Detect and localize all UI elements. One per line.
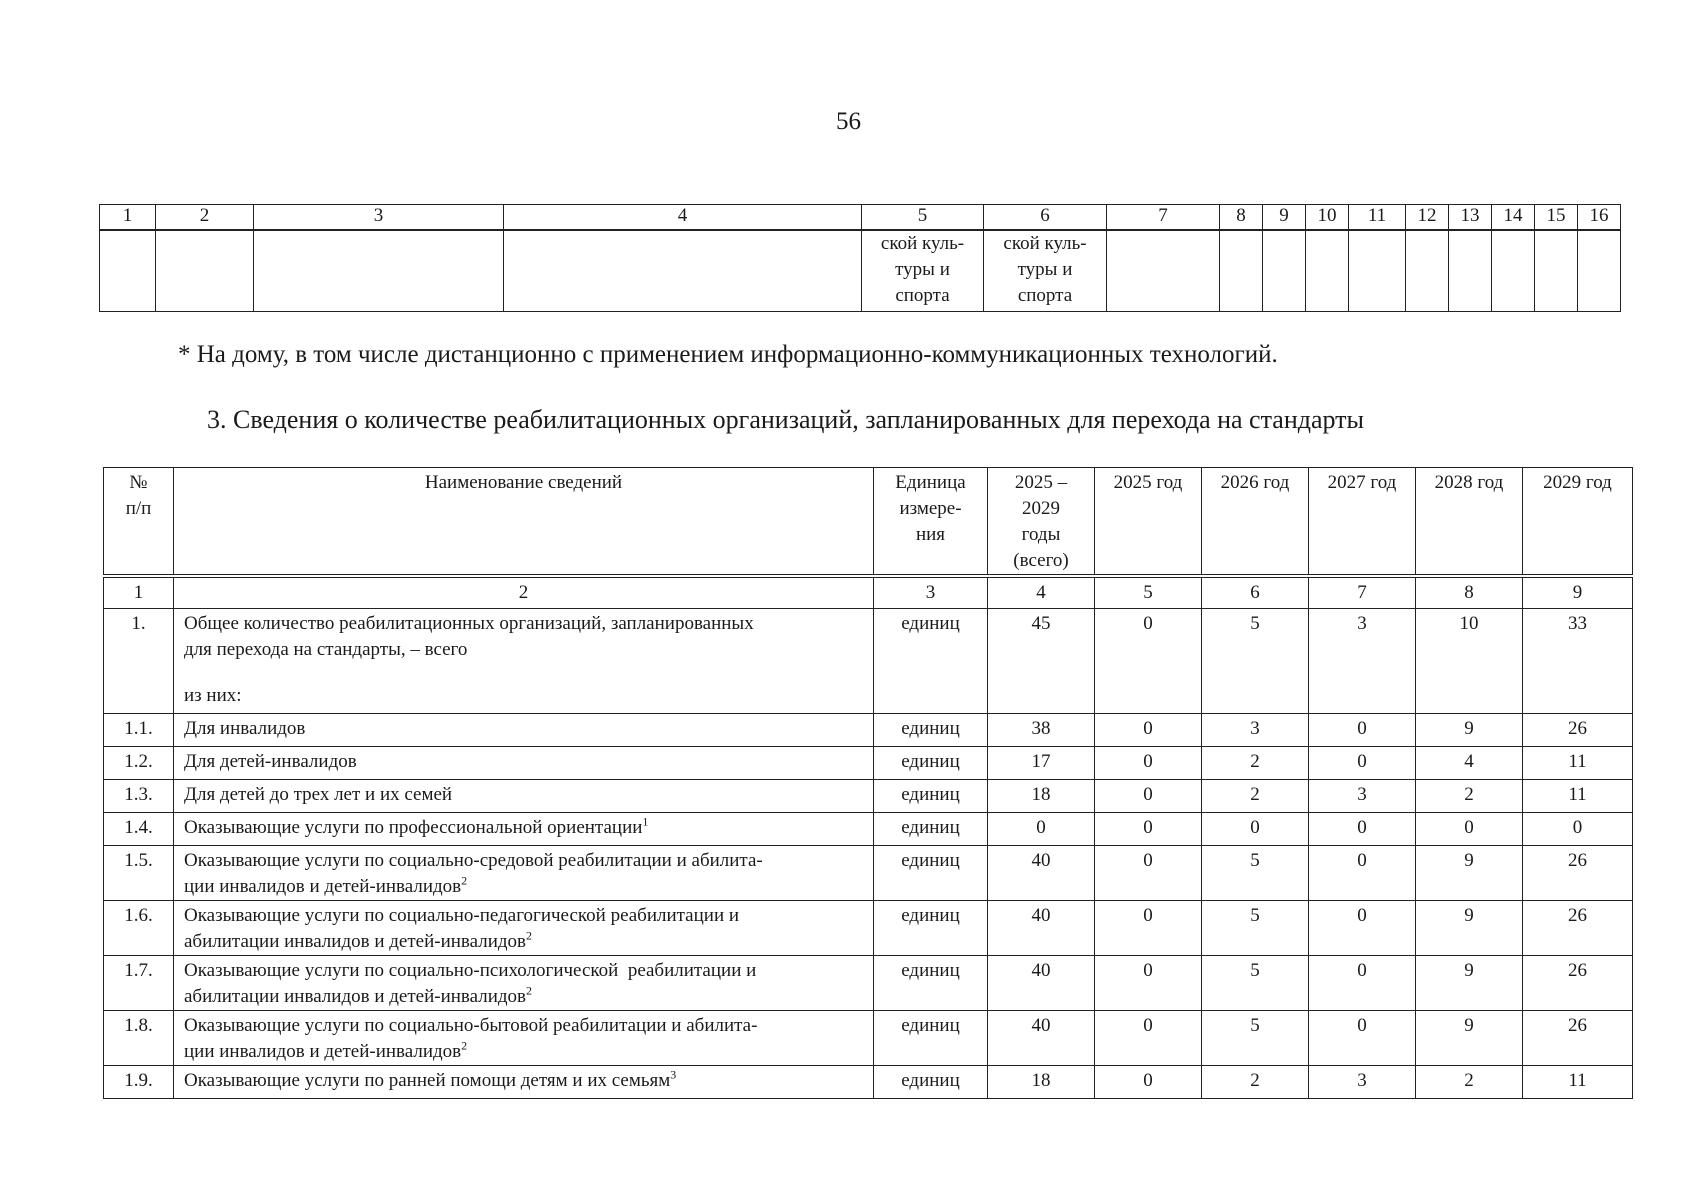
header-line: 2025 – xyxy=(1014,472,1068,493)
row-name xyxy=(174,813,874,846)
row-2028: 0 xyxy=(1416,813,1523,846)
row-name xyxy=(174,747,874,780)
table-row xyxy=(104,846,1633,901)
name-line: Оказывающие услуги по социально-педагогической реабилитации и xyxy=(184,905,740,926)
table-cell xyxy=(1449,230,1492,312)
column-number: 3 xyxy=(874,576,988,609)
table-row xyxy=(104,956,1633,1011)
table-cell xyxy=(1349,230,1406,312)
cell-line: туры и xyxy=(895,259,950,280)
name-line: абилитации инвалидов и детей-инвалидов xyxy=(184,931,527,952)
table-row xyxy=(104,747,1633,780)
continuation-table xyxy=(99,204,1621,312)
row-2027: 0 xyxy=(1309,813,1416,846)
row-total: 0 xyxy=(988,813,1095,846)
header-2028: 2028 год xyxy=(1416,468,1523,577)
row-name xyxy=(174,1011,874,1066)
row-unit: единиц xyxy=(874,956,988,1011)
row-number: 1.2. xyxy=(104,747,174,780)
table-cell-col5 xyxy=(862,230,984,312)
footnote-mark: 2 xyxy=(526,928,533,943)
table-cell xyxy=(504,230,862,312)
row-unit: единиц xyxy=(874,780,988,813)
name-line: Оказывающие услуги по профессиональной ориентации xyxy=(184,817,643,838)
row-2025: 0 xyxy=(1095,1011,1202,1066)
table-row xyxy=(104,813,1633,846)
table-cell xyxy=(1107,230,1220,312)
header-line: п/п xyxy=(125,498,152,519)
continuation-body-row xyxy=(100,230,1621,312)
row-number: 1.3. xyxy=(104,780,174,813)
header-name: Наименование сведений xyxy=(174,468,874,577)
row-2028: 9 xyxy=(1416,846,1523,901)
cell-line: спорта xyxy=(1017,285,1073,306)
name-line: для перехода на стандарты, – всего xyxy=(184,639,468,660)
header-unit xyxy=(874,468,988,577)
row-total: 40 xyxy=(988,956,1095,1011)
table-cell-col6 xyxy=(984,230,1107,312)
footnote-mark: 3 xyxy=(670,1067,677,1082)
column-number: 12 xyxy=(1406,205,1449,231)
footnote-mark: 2 xyxy=(461,873,468,888)
row-total: 18 xyxy=(988,780,1095,813)
column-number: 9 xyxy=(1263,205,1306,231)
row-number: 1.8. xyxy=(104,1011,174,1066)
row-name xyxy=(174,609,874,714)
row-2026: 5 xyxy=(1202,846,1309,901)
table-cell xyxy=(1263,230,1306,312)
header-line: № xyxy=(129,472,148,493)
column-number: 2 xyxy=(156,205,254,231)
cell-line: ской куль- xyxy=(880,233,965,254)
cell-line: спорта xyxy=(895,285,950,306)
row-2027: 3 xyxy=(1309,609,1416,714)
row-unit: единиц xyxy=(874,747,988,780)
row-2026: 5 xyxy=(1202,1011,1309,1066)
name-line: ции инвалидов и детей-инвалидов xyxy=(184,876,462,897)
header-num xyxy=(104,468,174,577)
row-name xyxy=(174,901,874,956)
column-number: 4 xyxy=(988,576,1095,609)
table-cell xyxy=(254,230,504,312)
row-unit: единиц xyxy=(874,846,988,901)
table-row xyxy=(104,1011,1633,1066)
row-2028: 9 xyxy=(1416,714,1523,747)
row-2029: 26 xyxy=(1523,714,1633,747)
row-number: 1.6. xyxy=(104,901,174,956)
header-2026: 2026 год xyxy=(1202,468,1309,577)
table-cell xyxy=(100,230,156,312)
row-2028: 2 xyxy=(1416,1066,1523,1099)
column-number: 15 xyxy=(1535,205,1578,231)
name-line: Для детей-инвалидов xyxy=(184,751,357,772)
row-2028: 9 xyxy=(1416,1011,1523,1066)
row-number: 1.7. xyxy=(104,956,174,1011)
table-row xyxy=(104,780,1633,813)
row-2026: 5 xyxy=(1202,609,1309,714)
footnote-mark: 2 xyxy=(461,1038,468,1053)
column-number-row xyxy=(104,576,1633,609)
table-row xyxy=(104,901,1633,956)
column-number: 7 xyxy=(1107,205,1220,231)
column-number: 6 xyxy=(1202,576,1309,609)
table-row xyxy=(104,1066,1633,1099)
row-total: 18 xyxy=(988,1066,1095,1099)
header-total xyxy=(988,468,1095,577)
section-title: 3. Сведения о количестве реабилитационных организаций, запланированных для перехода на стандарты xyxy=(207,405,1364,434)
table-cell xyxy=(1406,230,1449,312)
row-2029: 26 xyxy=(1523,1011,1633,1066)
cell-line: ской куль- xyxy=(1003,233,1087,254)
row-2027: 0 xyxy=(1309,714,1416,747)
row-total: 40 xyxy=(988,846,1095,901)
column-number: 2 xyxy=(174,576,874,609)
row-number: 1.5. xyxy=(104,846,174,901)
table-header-row xyxy=(104,468,1633,577)
footnote-mark: 2 xyxy=(526,983,533,998)
table-row xyxy=(104,714,1633,747)
row-2029: 26 xyxy=(1523,901,1633,956)
continuation-header-row xyxy=(100,205,1621,231)
header-line: 2029 xyxy=(1022,498,1060,519)
table-cell xyxy=(1578,230,1621,312)
row-2025: 0 xyxy=(1095,1066,1202,1099)
column-number: 1 xyxy=(104,576,174,609)
row-unit: единиц xyxy=(874,813,988,846)
page-number: 56 xyxy=(836,108,861,135)
row-2028: 9 xyxy=(1416,901,1523,956)
row-2025: 0 xyxy=(1095,956,1202,1011)
header-2029: 2029 год xyxy=(1523,468,1633,577)
row-2028: 4 xyxy=(1416,747,1523,780)
row-2029: 11 xyxy=(1523,747,1633,780)
row-2026: 2 xyxy=(1202,747,1309,780)
row-total: 17 xyxy=(988,747,1095,780)
row-2029: 0 xyxy=(1523,813,1633,846)
row-2025: 0 xyxy=(1095,780,1202,813)
rehab-organizations-table xyxy=(103,467,1633,1099)
column-number: 13 xyxy=(1449,205,1492,231)
row-name xyxy=(174,956,874,1011)
row-number: 1.1. xyxy=(104,714,174,747)
row-2027: 0 xyxy=(1309,846,1416,901)
row-2026: 5 xyxy=(1202,956,1309,1011)
table-cell xyxy=(1220,230,1263,312)
row-unit: единиц xyxy=(874,714,988,747)
row-2026: 2 xyxy=(1202,780,1309,813)
table-cell xyxy=(1306,230,1349,312)
footnote: * На дому, в том числе дистанционно с применением информационно-коммуникационных технологий. xyxy=(178,341,1278,368)
row-2026: 5 xyxy=(1202,901,1309,956)
row-name xyxy=(174,780,874,813)
column-number: 3 xyxy=(254,205,504,231)
row-2025: 0 xyxy=(1095,813,1202,846)
name-line: из них: xyxy=(184,685,242,706)
row-number: 1. xyxy=(104,609,174,714)
row-2025: 0 xyxy=(1095,609,1202,714)
name-line: Оказывающие услуги по социально-бытовой реабилитации и абилита- xyxy=(184,1015,758,1036)
table-cell xyxy=(1492,230,1535,312)
row-2027: 0 xyxy=(1309,1011,1416,1066)
column-number: 10 xyxy=(1306,205,1349,231)
header-line: годы xyxy=(1021,524,1061,545)
header-2025: 2025 год xyxy=(1095,468,1202,577)
footnote-mark: 1 xyxy=(642,814,649,829)
row-2029: 11 xyxy=(1523,1066,1633,1099)
row-unit: единиц xyxy=(874,1011,988,1066)
row-2025: 0 xyxy=(1095,901,1202,956)
row-unit: единиц xyxy=(874,1066,988,1099)
column-number: 16 xyxy=(1578,205,1621,231)
row-2025: 0 xyxy=(1095,714,1202,747)
table-row xyxy=(104,609,1633,714)
name-line: ции инвалидов и детей-инвалидов xyxy=(184,1041,462,1062)
name-line: абилитации инвалидов и детей-инвалидов xyxy=(184,986,527,1007)
header-line: ния xyxy=(915,524,946,545)
row-total: 40 xyxy=(988,1011,1095,1066)
row-unit: единиц xyxy=(874,901,988,956)
column-number: 9 xyxy=(1523,576,1633,609)
row-total: 45 xyxy=(988,609,1095,714)
row-2026: 3 xyxy=(1202,714,1309,747)
row-2027: 0 xyxy=(1309,747,1416,780)
row-2029: 33 xyxy=(1523,609,1633,714)
row-2028: 2 xyxy=(1416,780,1523,813)
row-name xyxy=(174,1066,874,1099)
row-name xyxy=(174,714,874,747)
row-2027: 0 xyxy=(1309,901,1416,956)
row-2027: 0 xyxy=(1309,956,1416,1011)
row-2026: 0 xyxy=(1202,813,1309,846)
row-2025: 0 xyxy=(1095,846,1202,901)
header-line: (всего) xyxy=(1013,550,1069,571)
column-number: 8 xyxy=(1220,205,1263,231)
row-number: 1.9. xyxy=(104,1066,174,1099)
column-number: 7 xyxy=(1309,576,1416,609)
name-line: Оказывающие услуги по социально-психологической реабилитации и xyxy=(184,960,757,981)
name-line: Общее количество реабилитационных организаций, запланированных xyxy=(184,613,754,634)
column-number: 5 xyxy=(862,205,984,231)
row-2029: 26 xyxy=(1523,956,1633,1011)
column-number: 1 xyxy=(100,205,156,231)
row-2029: 11 xyxy=(1523,780,1633,813)
row-total: 38 xyxy=(988,714,1095,747)
column-number: 4 xyxy=(504,205,862,231)
table-cell xyxy=(156,230,254,312)
name-line: Для инвалидов xyxy=(184,718,306,739)
row-2029: 26 xyxy=(1523,846,1633,901)
row-2027: 3 xyxy=(1309,1066,1416,1099)
name-line: Для детей до трех лет и их семей xyxy=(184,784,453,805)
header-line: Единица xyxy=(895,472,966,493)
column-number: 5 xyxy=(1095,576,1202,609)
column-number: 14 xyxy=(1492,205,1535,231)
column-number: 8 xyxy=(1416,576,1523,609)
row-2026: 2 xyxy=(1202,1066,1309,1099)
header-2027: 2027 год xyxy=(1309,468,1416,577)
name-line: Оказывающие услуги по ранней помощи детям и их семьям xyxy=(184,1070,671,1091)
row-name xyxy=(174,846,874,901)
row-2025: 0 xyxy=(1095,747,1202,780)
header-line: измере- xyxy=(899,498,962,519)
row-unit: единиц xyxy=(874,609,988,714)
row-2028: 10 xyxy=(1416,609,1523,714)
column-number: 11 xyxy=(1349,205,1406,231)
row-2027: 3 xyxy=(1309,780,1416,813)
row-total: 40 xyxy=(988,901,1095,956)
name-line: Оказывающие услуги по социально-средовой реабилитации и абилита- xyxy=(184,850,763,871)
row-number: 1.4. xyxy=(104,813,174,846)
table-cell xyxy=(1535,230,1578,312)
row-2028: 9 xyxy=(1416,956,1523,1011)
cell-line: туры и xyxy=(1017,259,1073,280)
column-number: 6 xyxy=(984,205,1107,231)
